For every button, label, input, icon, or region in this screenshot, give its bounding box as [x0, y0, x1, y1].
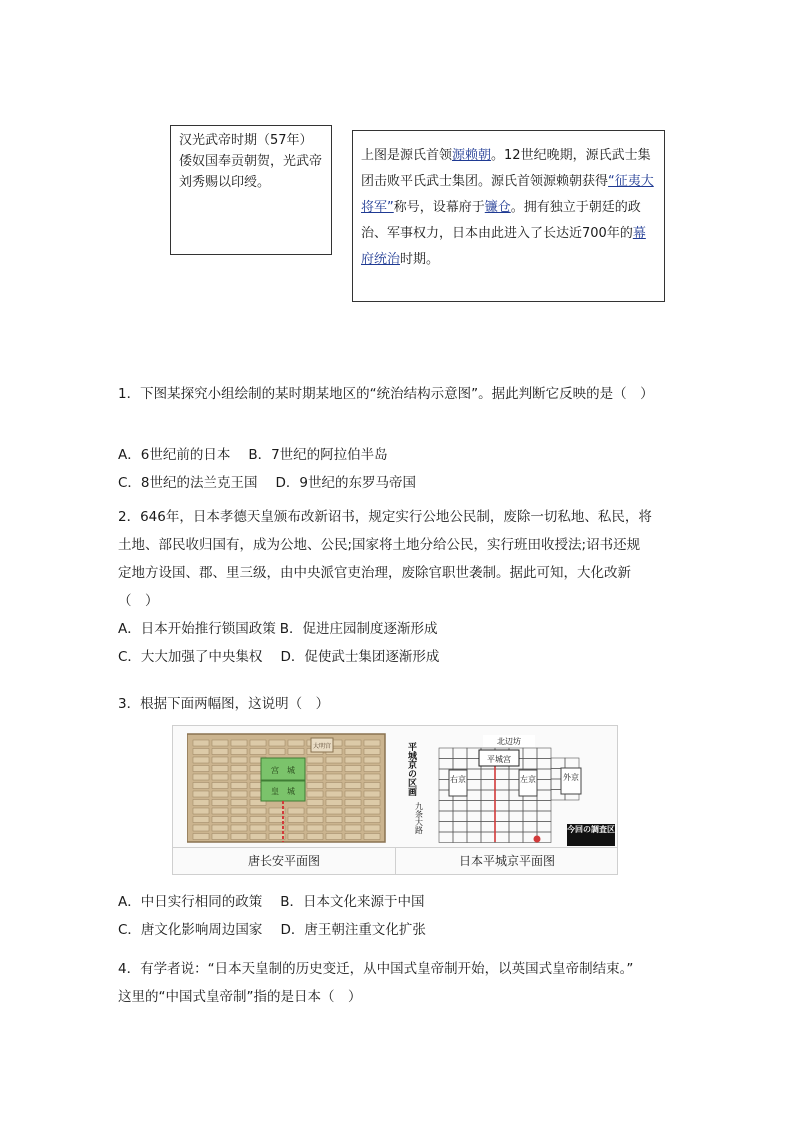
- changan-ward-block: [364, 774, 380, 780]
- heijo-grid-cell: [439, 748, 453, 759]
- changan-ward-block: [288, 808, 304, 814]
- changan-ward-block: [326, 783, 342, 789]
- changan-ward-block: [193, 740, 209, 746]
- q1-option-b[interactable]: B．7世纪的阿拉伯半岛: [248, 447, 388, 463]
- question-3: [118, 690, 678, 718]
- changan-label-huangcheng: 皇 城: [271, 787, 295, 796]
- box2-text-5: 时期。: [400, 252, 440, 267]
- heijo-grid-cell: [523, 759, 537, 770]
- changan-ward-block: [193, 808, 209, 814]
- q3-option-b[interactable]: B．日本文化来源于中国: [280, 894, 425, 910]
- q1-option-c[interactable]: C．8世纪的法兰克王国: [118, 475, 258, 491]
- caption-changan: 唐长安平面图: [173, 847, 395, 874]
- changan-ward-block: [231, 766, 247, 772]
- q3-option-d[interactable]: D．唐王朝注重文化扩张: [280, 922, 426, 938]
- changan-ward-block: [212, 791, 228, 797]
- changan-ward-block: [212, 817, 228, 823]
- q1-option-a[interactable]: A．6世纪前的日本: [118, 447, 231, 463]
- changan-ward-block: [193, 774, 209, 780]
- box2-text-3: 称号，设幕府于: [393, 200, 485, 215]
- heijo-grid-cell: [509, 801, 523, 812]
- changan-ward-block: [345, 800, 361, 806]
- changan-ward-block: [345, 808, 361, 814]
- q3-option-a[interactable]: A．中日实行相同的政策: [118, 894, 263, 910]
- heijo-grid-cell: [439, 801, 453, 812]
- heijo-grid-cell: [453, 748, 467, 759]
- heijo-grid-cell: [467, 790, 481, 801]
- question-2-stem-line-4: （ ）: [118, 593, 159, 609]
- changan-ward-block: [307, 774, 323, 780]
- heijo-grid-cell: [495, 790, 509, 801]
- changan-ward-block: [345, 783, 361, 789]
- changan-ward-block: [364, 817, 380, 823]
- heijo-grid-cell: [523, 811, 537, 822]
- changan-ward-block: [231, 834, 247, 840]
- changan-ward-block: [231, 817, 247, 823]
- heijo-grid-cell: [467, 801, 481, 812]
- heijo-grid-cell: [481, 769, 495, 780]
- changan-ward-block: [345, 834, 361, 840]
- changan-ward-block: [231, 825, 247, 831]
- heijo-grid-cell: [467, 832, 481, 843]
- question-2-stem-line-2: 土地、部民收归国有，成为公地、公民;国家将土地分给公民，实行班田收授法;诏书还规: [118, 537, 641, 553]
- changan-ward-block: [193, 783, 209, 789]
- changan-ward-block: [326, 774, 342, 780]
- changan-ward-block: [231, 740, 247, 746]
- link-shogunate[interactable]: 幕府统治: [361, 226, 646, 267]
- heijo-grid-cell: [495, 822, 509, 833]
- changan-ward-block: [326, 808, 342, 814]
- changan-ward-block: [212, 834, 228, 840]
- question-4-line-1: 4．有学者说：“日本天皇制的历史变迁，从中国式皇帝制开始，以英国式皇帝制结束。”: [118, 961, 634, 977]
- question-4-line-2: 这里的“中国式皇帝制”指的是日本（ ）: [118, 989, 362, 1005]
- heijo-grid-cell: [495, 811, 509, 822]
- changan-ward-block: [326, 817, 342, 823]
- changan-ward-block: [231, 749, 247, 755]
- heijo-vertical-title: 平城京の区画: [406, 742, 416, 796]
- q2-option-b[interactable]: B．促进庄园制度逐渐形成: [279, 621, 438, 637]
- changan-ward-block: [345, 817, 361, 823]
- link-kamakura[interactable]: 镰仓: [484, 200, 511, 215]
- heijo-grid-cell: [481, 801, 495, 812]
- changan-ward-block: [307, 825, 323, 831]
- changan-ward-block: [364, 740, 380, 746]
- heijo-grid-cell: [481, 832, 495, 843]
- changan-ward-block: [250, 749, 266, 755]
- changan-ward-block: [326, 800, 342, 806]
- heijo-grid-cell: [495, 769, 509, 780]
- changan-ward-block: [212, 808, 228, 814]
- link-shogun-title[interactable]: “征夷大将军”: [361, 174, 654, 215]
- heijo-grid-cell: [537, 769, 551, 780]
- heijo-grid-cell: [509, 811, 523, 822]
- info-box-han: [170, 125, 332, 255]
- heijo-grid-cell: [495, 832, 509, 843]
- q3-option-c[interactable]: C．唐文化影响周边国家: [118, 922, 263, 938]
- heijo-grid-cell: [509, 822, 523, 833]
- changan-ward-block: [231, 783, 247, 789]
- question-1-options: [118, 441, 678, 497]
- changan-ward-block: [288, 834, 304, 840]
- changan-ward-block: [193, 749, 209, 755]
- heijo-grid-cell: [495, 780, 509, 791]
- info-box-minamoto: [352, 130, 665, 302]
- changan-ward-block: [288, 740, 304, 746]
- comparison-figure: [172, 725, 618, 875]
- heijo-outer-capital-label: 外京: [563, 773, 579, 782]
- changan-ward-block: [345, 757, 361, 763]
- changan-ward-block: [212, 800, 228, 806]
- changan-ward-block: [250, 834, 266, 840]
- changan-label-gongcheng: 宫 城: [271, 766, 295, 775]
- changan-ward-block: [364, 800, 380, 806]
- changan-ward-block: [364, 766, 380, 772]
- heijo-beibian-label: 北辺坊: [497, 737, 521, 746]
- heijokyo-map: [405, 732, 617, 848]
- heijo-palace-label: 平城宫: [487, 755, 511, 764]
- heijo-grid-cell: [523, 822, 537, 833]
- changan-ward-block: [345, 749, 361, 755]
- question-3-options: [118, 888, 678, 944]
- heijo-grid-cell: [481, 780, 495, 791]
- heijo-grid-cell: [537, 801, 551, 812]
- box2-text-1: 上图是源氏首领: [361, 148, 453, 163]
- heijo-grid-cell: [523, 748, 537, 759]
- heijo-grid-cell: [453, 759, 467, 770]
- heijo-grid-cell: [453, 832, 467, 843]
- changan-ward-block: [193, 791, 209, 797]
- heijo-left-capital-label: 左京: [520, 775, 536, 784]
- changan-ward-block: [269, 749, 285, 755]
- changan-ward-block: [326, 834, 342, 840]
- q1-option-d[interactable]: D．9世纪的东罗马帝国: [275, 475, 416, 491]
- changan-ward-block: [307, 766, 323, 772]
- heijo-jiutiao-label: 九条大路: [414, 802, 424, 834]
- changan-ward-block: [193, 834, 209, 840]
- changan-ward-block: [231, 757, 247, 763]
- changan-ward-block: [307, 791, 323, 797]
- heijo-grid-cell: [495, 801, 509, 812]
- changan-ward-block: [193, 766, 209, 772]
- changan-ward-block: [326, 766, 342, 772]
- changan-ward-block: [326, 757, 342, 763]
- changan-ward-block: [231, 800, 247, 806]
- heijo-grid-cell: [467, 811, 481, 822]
- q2-option-c[interactable]: C．大大加强了中央集权: [118, 649, 263, 665]
- changan-ward-block: [288, 825, 304, 831]
- changan-ward-block: [345, 774, 361, 780]
- changan-ward-block: [345, 740, 361, 746]
- heijo-grid-cell: [439, 759, 453, 770]
- heijo-grid-cell: [467, 780, 481, 791]
- question-2: [118, 503, 678, 671]
- changan-ward-block: [345, 791, 361, 797]
- heijo-grid-cell: [453, 811, 467, 822]
- heijo-grid-cell: [439, 811, 453, 822]
- heijo-survey-label: 今回の調査区: [567, 825, 615, 834]
- question-1-stem: 1．下图某探究小组绘制的某时期某地区的“统治结构示意图”。据此判断它反映的是（ ）: [118, 386, 654, 402]
- heijo-right-capital-label: 右京: [450, 775, 466, 784]
- heijo-outer-grid-cell: [551, 758, 565, 769]
- changan-ward-block: [364, 791, 380, 797]
- changan-ward-block: [269, 740, 285, 746]
- question-1: [118, 380, 678, 408]
- changan-ward-block: [307, 800, 323, 806]
- changan-label-damingong: 大明宫: [312, 743, 332, 750]
- question-3-stem: 3．根据下面两幅图，这说明（ ）: [118, 696, 330, 712]
- changan-ward-block: [307, 757, 323, 763]
- changan-ward-block: [288, 749, 304, 755]
- heijo-grid-cell: [467, 822, 481, 833]
- changan-ward-block: [307, 834, 323, 840]
- changan-ward-block: [364, 757, 380, 763]
- caption-heijokyo: 日本平城京平面图: [395, 847, 618, 874]
- heijo-grid-cell: [453, 801, 467, 812]
- heijo-grid-cell: [523, 801, 537, 812]
- question-4: [118, 955, 678, 1011]
- changan-ward-block: [345, 825, 361, 831]
- heijo-outer-grid-cell: [565, 758, 579, 769]
- changan-ward-block: [250, 825, 266, 831]
- heijo-grid-cell: [467, 769, 481, 780]
- heijo-grid-cell: [453, 822, 467, 833]
- changan-ward-block: [364, 834, 380, 840]
- changan-ward-block: [307, 817, 323, 823]
- heijo-grid-cell: [537, 822, 551, 833]
- heijo-grid-cell: [537, 759, 551, 770]
- changan-ward-block: [326, 825, 342, 831]
- changan-ward-block: [364, 783, 380, 789]
- heijo-grid-cell: [537, 790, 551, 801]
- heijo-grid-cell: [537, 780, 551, 791]
- box2-text-2: 。12世纪晚期，源氏武士集团击败平氏武士集团。源氏首领源赖朝获得: [361, 148, 651, 189]
- changan-ward-block: [231, 808, 247, 814]
- changan-ward-block: [193, 800, 209, 806]
- q2-option-a[interactable]: A．日本开始推行锁国政策: [118, 621, 276, 637]
- heijo-grid-cell: [537, 748, 551, 759]
- q2-option-d[interactable]: D．促使武士集团逐渐形成: [280, 649, 440, 665]
- changan-ward-block: [345, 766, 361, 772]
- changan-ward-block: [193, 757, 209, 763]
- heijo-grid-cell: [481, 811, 495, 822]
- changan-ward-block: [364, 749, 380, 755]
- heijo-grid-cell: [439, 832, 453, 843]
- changan-ward-block: [193, 825, 209, 831]
- changan-ward-block: [364, 825, 380, 831]
- heijo-grid-cell: [481, 822, 495, 833]
- link-minamoto-yoritomo[interactable]: 源赖朝: [452, 148, 492, 163]
- box2-text-4: 。拥有独立于朝廷的政治、军事权力，日本由此进入了长达近700年的: [361, 200, 641, 241]
- changan-ward-block: [326, 791, 342, 797]
- changan-ward-block: [250, 817, 266, 823]
- heijo-survey-marker: [534, 836, 541, 843]
- changan-ward-block: [212, 774, 228, 780]
- heijo-grid-cell: [537, 811, 551, 822]
- changan-ward-block: [212, 749, 228, 755]
- changan-ward-block: [231, 774, 247, 780]
- changan-map: [187, 732, 387, 844]
- changan-ward-block: [307, 783, 323, 789]
- question-2-stem-line-1: 2．646年，日本孝德天皇颁布改新诏书，规定实行公地公民制，废除一切私地、私民，将: [118, 509, 652, 525]
- changan-ward-block: [250, 808, 266, 814]
- question-2-stem-line-3: 定地方设国、郡、里三级，由中央派官吏治理，废除官职世袭制。据此可知，大化改新: [118, 565, 631, 581]
- changan-ward-block: [364, 808, 380, 814]
- changan-ward-block: [231, 791, 247, 797]
- info-box-han-text: 汉光武帝时期（57年）倭奴国奉贡朝贺，光武帝刘秀赐以印绶。: [179, 133, 323, 190]
- changan-ward-block: [212, 766, 228, 772]
- heijo-grid-cell: [439, 822, 453, 833]
- changan-ward-block: [212, 757, 228, 763]
- changan-ward-block: [250, 740, 266, 746]
- changan-ward-block: [212, 825, 228, 831]
- heijo-grid-cell: [509, 832, 523, 843]
- changan-ward-block: [212, 740, 228, 746]
- changan-ward-block: [212, 783, 228, 789]
- changan-ward-block: [307, 808, 323, 814]
- changan-ward-block: [193, 817, 209, 823]
- heijo-grid-cell: [481, 790, 495, 801]
- changan-ward-block: [288, 817, 304, 823]
